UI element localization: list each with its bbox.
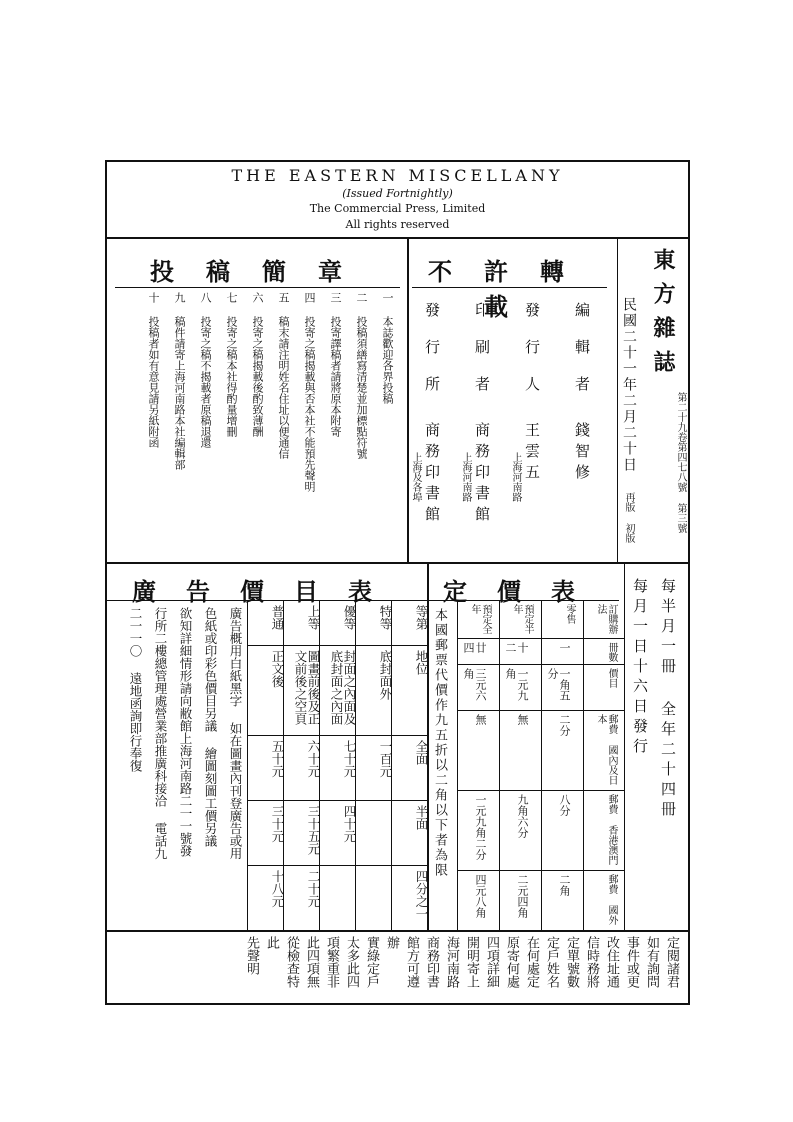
notice-text: 定戶姓名 bbox=[544, 936, 559, 988]
submission-rule: 二 投稿須繕寫清楚並加標點符號 bbox=[355, 292, 368, 459]
subscription-table bbox=[429, 600, 624, 930]
submission-title: 投稿簡章 bbox=[150, 257, 374, 286]
ad-note: 欲知詳細情形請向敝館上海河南路二一一號發 bbox=[178, 607, 193, 857]
masthead-subtitle: (Issued Fortnightly) bbox=[342, 187, 453, 200]
imprint-name: 商務印書館 bbox=[473, 422, 491, 527]
ad-rates-notes bbox=[115, 607, 243, 922]
sub-cell: 廿四 bbox=[462, 642, 487, 653]
ad-cell-full: 六十元 bbox=[306, 740, 321, 778]
notice-text: 原寄何處 bbox=[504, 936, 519, 988]
divider-magazine bbox=[617, 237, 618, 562]
ad-cell-position: 封面之內面及底封面之內面 bbox=[329, 650, 357, 725]
subscription-postage-note: 本國郵票代價作九五折以二角以下者為限 bbox=[432, 608, 447, 878]
submission-rules bbox=[117, 292, 402, 557]
ad-cell-grade: 特等 bbox=[378, 605, 393, 630]
divider-top-vertical bbox=[407, 237, 409, 562]
notice-text: 從檢查特 bbox=[284, 936, 299, 988]
ad-cell-quarter: 二十元 bbox=[306, 870, 321, 908]
divider-masthead bbox=[107, 237, 688, 239]
sub-header: 預定全年 bbox=[469, 604, 491, 634]
notice-text: 在何處定 bbox=[524, 936, 539, 988]
notice-text: 太多此四 bbox=[344, 936, 359, 988]
divider-bottom bbox=[107, 930, 688, 932]
sub-cell: 十二 bbox=[504, 642, 529, 653]
submission-rule: 八 投寄之稿不揭載者原稿退還 bbox=[199, 292, 212, 448]
notice-text: 四項詳細 bbox=[484, 936, 499, 988]
submission-rule: 六 投寄之稿揭載後酌致薄酬 bbox=[251, 292, 264, 437]
imprint-title-rule bbox=[412, 287, 607, 288]
notice-text: 信時務將 bbox=[584, 936, 599, 988]
sub-cell: 四元八角 bbox=[474, 874, 487, 918]
submission-rule: 十 投稿者如有意見請另紙附函 bbox=[147, 292, 160, 448]
ad-table-row-line bbox=[247, 865, 427, 866]
ad-cell-quarter: 四分之一 bbox=[414, 870, 429, 920]
sub-cell: 無 bbox=[516, 714, 529, 725]
ad-cell-grade: 等第 bbox=[414, 605, 429, 630]
imprint-name: 王雲五 bbox=[523, 422, 541, 485]
ad-cell-full: 五十元 bbox=[270, 740, 285, 778]
sub-cell: 三元六角 bbox=[462, 668, 487, 701]
ad-cell-grade: 普通 bbox=[270, 605, 285, 630]
sub-cell: 一 bbox=[558, 642, 571, 653]
notice-text: 開明寄上 bbox=[464, 936, 479, 988]
notice-text: 定閱諸君 bbox=[664, 936, 679, 988]
sub-col-line bbox=[499, 600, 500, 930]
subscription-issue-note: 每月一日十六日發行 bbox=[631, 578, 649, 758]
imprint-role: 發行所 bbox=[423, 302, 441, 413]
divider-issue-note bbox=[624, 562, 625, 930]
ad-cell-full: 七十元 bbox=[342, 740, 357, 778]
ad-cell-half: 三十五元 bbox=[306, 805, 321, 855]
ad-cell-position: 圖畫前後及正文前後之空頁 bbox=[293, 650, 321, 725]
imprint-address: 上海及各埠 bbox=[410, 452, 421, 502]
ad-note: 色紙或印彩色價目另議 繪圖刻圖工價另議 bbox=[203, 607, 218, 847]
subscription-issue-note: 每半月一冊 全年二十四冊 bbox=[659, 578, 677, 821]
ad-cell-half: 半面 bbox=[414, 805, 429, 830]
ad-note: 二一一〇 遠地函詢即行奉復 bbox=[128, 607, 143, 772]
divider-middle bbox=[107, 562, 688, 564]
notice-text: 商務印書 bbox=[424, 936, 439, 988]
notice-text: 此四項無 bbox=[304, 936, 319, 988]
notice-text: 定單號數 bbox=[564, 936, 579, 988]
notice-text: 如有詢問 bbox=[644, 936, 659, 988]
imprint-address: 上海河南路 bbox=[510, 452, 521, 502]
sub-col-line bbox=[583, 600, 584, 930]
submission-rule: 一 本誌歡迎各界投稿 bbox=[381, 292, 394, 404]
ad-table-row-line bbox=[247, 645, 427, 646]
document-page bbox=[105, 160, 690, 1005]
ad-rates-table bbox=[247, 600, 427, 930]
ad-rates-title: 廣告價目表 bbox=[132, 577, 402, 606]
magazine-edition: 再版 初版 bbox=[623, 492, 634, 543]
imprint-address: 上海河南路 bbox=[460, 452, 471, 502]
sub-header: 預定半年 bbox=[511, 604, 533, 634]
submission-title-rule bbox=[115, 287, 400, 288]
notice-text: 事件或更 bbox=[624, 936, 639, 988]
ad-cell-half: 四十元 bbox=[342, 805, 357, 843]
notice-text: 項繁重非 bbox=[324, 936, 339, 988]
sub-row-label: 冊數 bbox=[606, 642, 617, 662]
imprint-name: 商務印書館 bbox=[423, 422, 441, 527]
notice-text: 海河南路 bbox=[444, 936, 459, 988]
submission-rule: 三 投寄譯稿者請將原本附寄 bbox=[329, 292, 342, 437]
subscriber-notice bbox=[113, 934, 683, 1002]
masthead-publisher: The Commercial Press, Limited bbox=[309, 202, 486, 215]
submission-rule: 四 投寄之稿揭載與否本社不能預先聲明 bbox=[303, 292, 316, 492]
ad-cell-full: 一百元 bbox=[378, 740, 393, 778]
sub-cell: 一角五分 bbox=[546, 668, 571, 701]
ad-cell-grade: 優等 bbox=[342, 605, 357, 630]
imprint-role: 編輯者 bbox=[573, 302, 591, 413]
sub-header: 訂購辦法 bbox=[595, 604, 617, 634]
submission-rule: 五 稿末請注明姓名住址以便通信 bbox=[277, 292, 290, 459]
notice-text: 此 bbox=[264, 936, 279, 949]
ad-table-row-line bbox=[247, 735, 427, 736]
sub-cell: 八分 bbox=[558, 794, 571, 816]
masthead-rights: All rights reserved bbox=[345, 218, 450, 231]
masthead-title: THE EASTERN MISCELLANY bbox=[231, 166, 564, 185]
sub-header: 零售 bbox=[564, 604, 575, 624]
sub-cell: 二分 bbox=[558, 714, 571, 736]
sub-row-label: 郵費 國內及日本 bbox=[595, 714, 617, 785]
ad-note: 廣告概用白紙黑字 如在圖畫內刊登廣告或用 bbox=[228, 607, 243, 860]
magazine-volume: 第二十九卷第四七八號 第三號 bbox=[675, 392, 686, 533]
subscription-issue-notes bbox=[626, 572, 688, 927]
sub-row-label: 價目 bbox=[606, 668, 617, 688]
ad-cell-position: 地位 bbox=[414, 650, 429, 675]
sub-col-line bbox=[541, 600, 542, 930]
notice-text: 館方可遵 bbox=[404, 936, 419, 988]
notice-text: 實綠定戶 bbox=[364, 936, 379, 988]
ad-cell-full: 全面 bbox=[414, 740, 429, 765]
sub-row-label: 郵費 國外 bbox=[606, 874, 617, 925]
imprint-role: 印刷者 bbox=[473, 302, 491, 413]
imprint-name: 錢智修 bbox=[573, 422, 591, 485]
submission-rule: 七 投寄之稿本社得酌量增刪 bbox=[225, 292, 238, 437]
imprint-role: 發行人 bbox=[523, 302, 541, 413]
ad-cell-position: 底封面外 bbox=[378, 650, 393, 700]
ad-table-row-line bbox=[247, 800, 427, 801]
sub-cell: 無 bbox=[474, 714, 487, 725]
sub-cell: 二元四角 bbox=[516, 874, 529, 918]
ad-note: 行所二樓總管理處營業部推廣科接洽 電話九 bbox=[153, 607, 168, 860]
imprint-block bbox=[412, 302, 612, 552]
sub-cell: 九角六分 bbox=[516, 794, 529, 838]
ad-cell-half: 三十元 bbox=[270, 805, 285, 843]
ad-cell-quarter: 十八元 bbox=[270, 870, 285, 908]
sub-cell: 一元九角二分 bbox=[474, 794, 487, 860]
subscription-title: 定價表 bbox=[443, 577, 605, 606]
imprint-title: 不許轉載 bbox=[428, 257, 596, 321]
sub-cell: 二角 bbox=[558, 874, 571, 896]
notice-text: 辦 bbox=[384, 936, 399, 949]
sub-cell: 一元九角 bbox=[504, 668, 529, 701]
ad-table-col-line bbox=[247, 600, 248, 930]
ad-cell-grade: 上等 bbox=[306, 605, 321, 630]
notice-text: 改住址通 bbox=[604, 936, 619, 988]
notice-text: 先聲明 bbox=[244, 936, 259, 975]
submission-rule: 九 稿件請寄上海河南路本社編輯部 bbox=[173, 292, 186, 470]
ad-cell-position: 正文後 bbox=[270, 650, 285, 688]
sub-row-label: 郵費 香港澳門 bbox=[606, 794, 617, 865]
sub-table-note-line bbox=[457, 600, 458, 930]
magazine-date: 民國二十一年二月二十日 bbox=[621, 297, 637, 473]
magazine-name: 東方雜誌 bbox=[650, 248, 676, 384]
